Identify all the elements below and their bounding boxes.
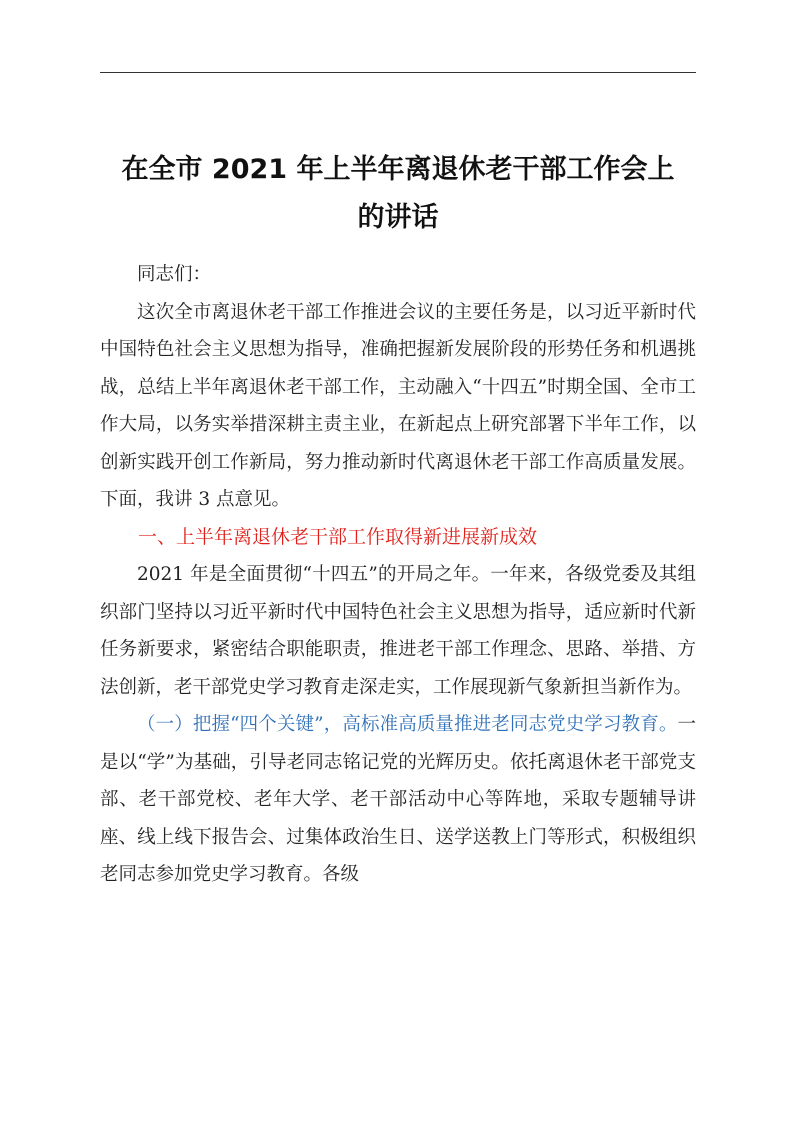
section-1-heading: 一、上半年离退休老干部工作取得新进展新成效	[138, 525, 538, 548]
salutation: 同志们：	[137, 264, 212, 285]
title-line-1: 在全市 2021 年上半年离退休老干部工作会上	[121, 154, 675, 185]
section-1-paragraph: 2021 年是全面贯彻“十四五”的开局之年。一年来，各级党委及其组织部门坚持以习近平新时代中国特色社会主义思想为指导，适应新时代新任务新要求，紧密结合职能职责，推进老干部工作理念、思路、举措、方法创新，老干部党史学习教育走深走实，工作展现新气象新担当新作为。	[100, 564, 696, 698]
intro-paragraph: 这次全市离退休老干部工作推进会议的主要任务是，以习近平新时代中国特色社会主义思想为指导，准确把握新发展阶段的形势任务和机遇挑战，总结上半年离退休老干部工作，主动融入“十四五”时期全国、全市工作大局，以务实举措深耕主责主业，在新起点上研究部署下半年工作，以创新实践开创工作新局，努力推动新时代离退休老干部工作高质量发展。下面，我讲 3 点意见。	[100, 301, 696, 510]
title-line-2: 的讲话	[357, 202, 439, 233]
document-body	[100, 256, 696, 894]
subsection-1-paragraph	[100, 706, 696, 894]
subsection-1-heading: （一）把握“四个关键”，高标准高质量推进老同志党史学习教育。	[137, 714, 678, 735]
document-title	[100, 146, 696, 242]
header-rule	[100, 72, 696, 73]
subsection-1-text: 一是以“学”为基础，引导老同志铭记党的光辉历史。依托离退休老干部党支部、老干部党校、老年大学、老干部活动中心等阵地，采取专题辅导讲座、线上线下报告会、过集体政治生日、送学送教上门等形式，积极组织老同志参加党史学习教育。各级	[100, 714, 696, 885]
